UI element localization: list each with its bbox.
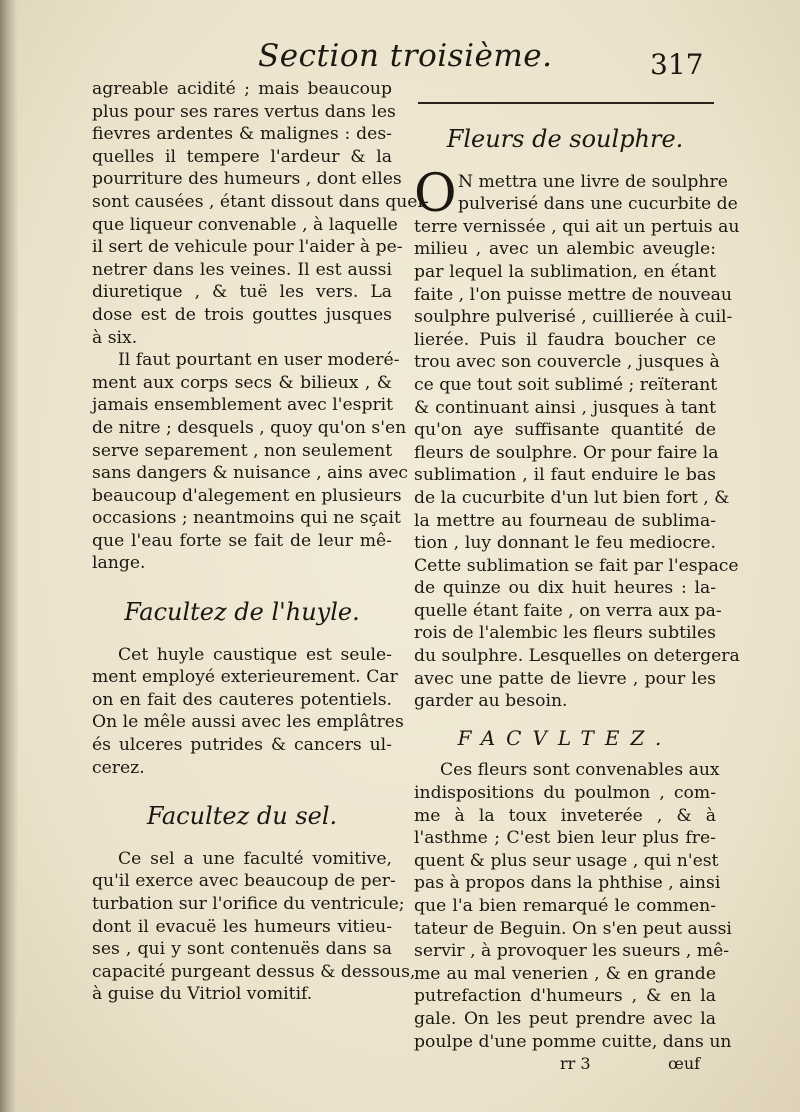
- text-line: qu'on aye suffisante quantité de: [414, 420, 716, 441]
- text-line: terre vernissée , qui ait un pertuis au: [414, 216, 740, 237]
- text-line: indispositions du poulmon , com-: [414, 783, 716, 804]
- page-number: 317: [650, 48, 704, 81]
- text-line: lange.: [92, 553, 146, 574]
- signature-mark: rr 3: [560, 1054, 591, 1073]
- paragraph-facultez: [414, 759, 732, 1053]
- section-heading-sel: Facultez du sel.: [146, 802, 338, 831]
- text-line: servir , à provoquer les sueurs , mê-: [414, 941, 730, 962]
- text-line: Ces fleurs sont convenables aux: [440, 760, 720, 781]
- text-line: rois de l'alembic les fleurs subtiles: [414, 623, 716, 644]
- text-line: faite , l'on puisse mettre de nouveau: [414, 284, 732, 305]
- text-line: tateur de Beguin. On s'en peut aussi: [414, 918, 732, 939]
- text-line: Il faut pourtant en user moderé-: [118, 350, 400, 371]
- text-line: fleurs de soulphre. Or pour faire la: [414, 442, 719, 463]
- text-line: netrer dans les veines. Il est aussi: [92, 259, 392, 280]
- text-line: du soulphre. Lesquelles on detergera: [414, 646, 740, 667]
- text-line: quelles il tempere l'ardeur & la: [92, 146, 392, 167]
- text-line: Cet huyle caustique est seule-: [118, 644, 392, 665]
- text-line: avec une patte de lievre , pour les: [414, 668, 716, 689]
- text-line: la mettre au fourneau de sublima-: [414, 510, 716, 531]
- text-line: ce que tout soit sublimé ; reïterant: [414, 374, 718, 395]
- text-line: que liqueur convenable , à laquelle: [92, 214, 398, 235]
- paragraph-sel: [92, 848, 416, 1006]
- text-line: Ce sel a une faculté vomitive,: [118, 848, 392, 869]
- text-line: à guise du Vitriol vomitif.: [92, 984, 313, 1005]
- horizontal-rule: [418, 102, 714, 104]
- text-line: turbation sur l'orifice du ventricule;: [92, 894, 405, 914]
- text-line: poulpe d'une pomme cuitte, dans un: [414, 1031, 732, 1052]
- text-line: milieu , avec un alembic aveugle:: [414, 239, 716, 260]
- text-line: on en fait des cauteres potentiels.: [92, 689, 392, 710]
- text-line: serve separement , non seulement: [92, 440, 393, 461]
- text-line: fievres ardentes & malignes : des-: [92, 124, 392, 145]
- text-line: & continuant ainsi , jusques à tant: [414, 397, 716, 418]
- text-line: pas à propos dans la phthise , ainsi: [414, 873, 721, 894]
- text-line: lierée. Puis il faudra boucher ce: [414, 329, 716, 350]
- text-line: ment aux corps secs & bilieux , &: [92, 372, 392, 393]
- text-line: garder au besoin.: [414, 691, 568, 712]
- text-line: à six.: [92, 327, 138, 348]
- text-line: pulverisé dans une cucurbite de: [458, 194, 738, 215]
- text-line: cerez.: [92, 757, 145, 778]
- text-line: sont causées , étant dissout dans quel-: [92, 191, 429, 212]
- text-line: par lequel la sublimation, en étant: [414, 261, 716, 282]
- text-line: quent & plus seur usage , qui n'est: [414, 850, 719, 871]
- text-line: occasions ; neantmoins qui ne sçait: [92, 508, 401, 529]
- text-line: putrefaction d'humeurs , & en la: [414, 986, 716, 1007]
- text-line: agreable acidité ; mais beaucoup: [92, 79, 392, 99]
- text-line: que l'a bien remarqué le commen-: [414, 896, 716, 916]
- text-line: diuretique , & tuë les vers. La: [92, 282, 392, 303]
- text-line: jamais ensemblement avec l'esprit: [92, 395, 394, 416]
- text-line: de quinze ou dix huit heures : la-: [414, 578, 716, 599]
- text-line: qu'il exerce avec beaucoup de per-: [92, 871, 396, 892]
- paragraph-huyle: [92, 644, 404, 780]
- text-line: ses , qui y sont contenuës dans sa: [92, 939, 392, 960]
- text-line: beaucoup d'alegement en plusieurs: [92, 485, 402, 506]
- drop-cap: O: [414, 163, 457, 224]
- catchword: œuf: [668, 1054, 701, 1073]
- text-line: que l'eau forte se fait de leur mê-: [92, 530, 392, 551]
- text-line: tion , luy donnant le feu mediocre.: [414, 533, 716, 554]
- right-column: [414, 78, 740, 1053]
- paragraph-fleurs: [414, 163, 740, 713]
- text-line: soulphre pulverisé , cuillierée à cuil-: [414, 307, 733, 328]
- text-line: trou avec son couvercle , jusques à: [414, 352, 720, 373]
- text-line: sans dangers & nuisance , ains avec: [92, 463, 408, 484]
- text-line: me à la toux inveterée , & à: [414, 805, 716, 826]
- text-line: ment employé exterieurement. Car: [92, 667, 398, 688]
- text-line: quelle étant faite , on verra aux pa-: [414, 600, 722, 621]
- left-column: [92, 78, 429, 1006]
- text-line: il sert de vehicule pour l'aider à pe-: [92, 237, 403, 258]
- paragraph-usage: [92, 349, 408, 575]
- section-heading-facultez: FACVLTEZ.: [457, 725, 673, 750]
- text-line: N mettra une livre de soulphre: [458, 171, 728, 192]
- text-line: de nitre ; desquels , quoy qu'on s'en: [92, 417, 407, 438]
- text-line: de la cucurbite d'un lut bien fort , &: [414, 487, 730, 508]
- section-heading-fleurs: Fleurs de soulphre.: [446, 125, 684, 153]
- text-line: sublimation , il faut enduire le bas: [414, 465, 716, 486]
- text-line: plus pour ses rares vertus dans les: [92, 101, 396, 122]
- paragraph-acidite: [92, 78, 429, 349]
- text-line: me au mal venerien , & en grande: [414, 963, 716, 984]
- running-head: Section troisième.: [258, 38, 553, 74]
- text-line: dose est de trois gouttes jusques: [92, 304, 392, 325]
- text-line: On le mêle aussi avec les emplâtres: [92, 712, 404, 733]
- text-line: pourriture des humeurs , dont elles: [92, 169, 402, 190]
- text-line: capacité purgeant dessus & dessous,: [92, 961, 416, 982]
- text-line: Cette sublimation se fait par l'espace: [414, 555, 739, 576]
- binding-gutter: [0, 0, 18, 1112]
- section-heading-huyle: Facultez de l'huyle.: [124, 598, 360, 627]
- text-line: dont il evacuë les humeurs vitieu-: [92, 916, 392, 937]
- text-line: gale. On les peut prendre avec la: [414, 1008, 716, 1029]
- text-line: és ulceres putrides & cancers ul-: [92, 735, 392, 756]
- text-line: l'asthme ; C'est bien leur plus fre-: [414, 828, 716, 849]
